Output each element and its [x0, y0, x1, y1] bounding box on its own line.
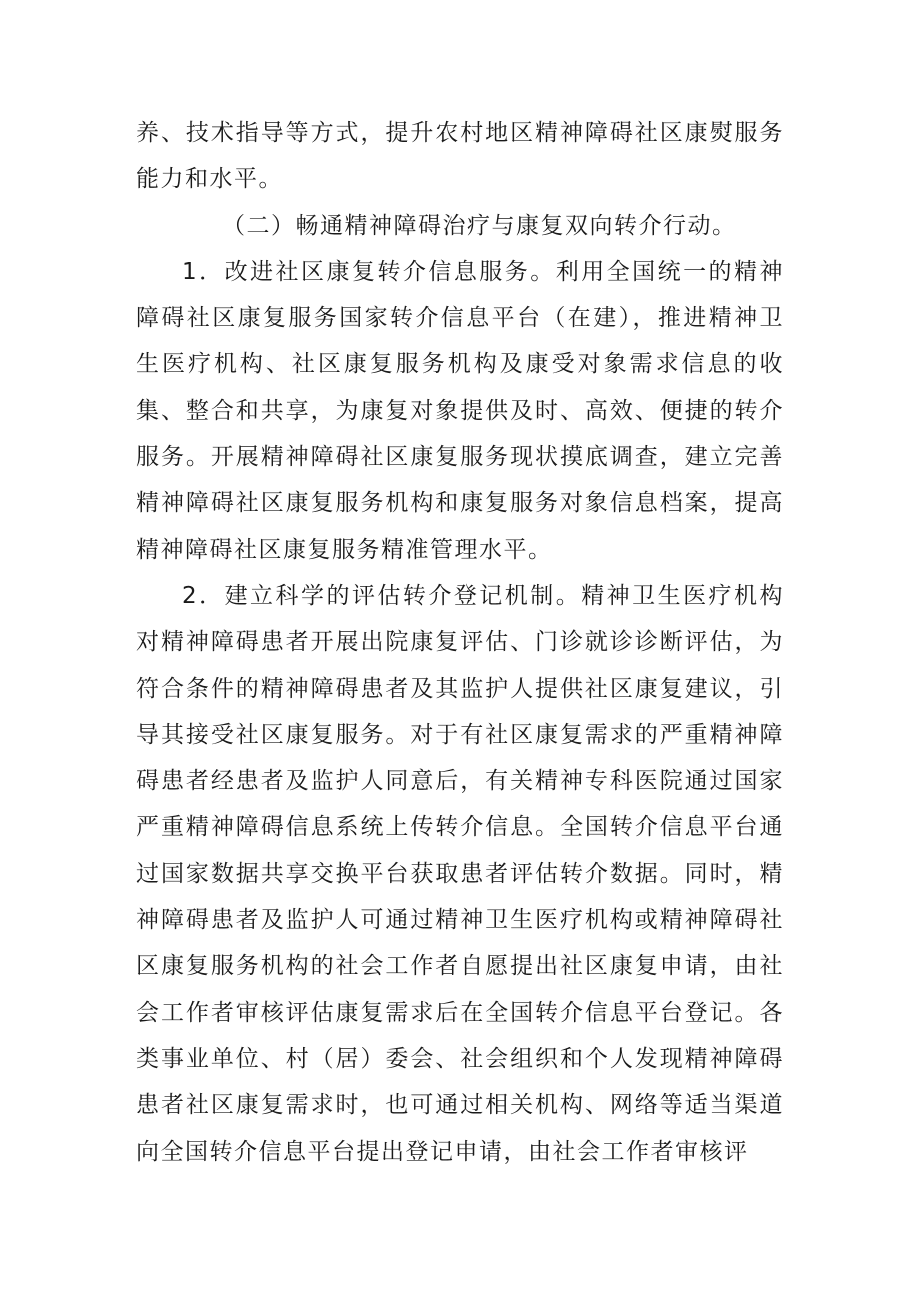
paragraph-continuation: 养、技术指导等方式，提升农村地区精神障碍社区康熨服务能力和水平。: [136, 120, 784, 193]
section-heading: （二）畅通精神障碍治疗与康复双向转介行动。: [222, 212, 737, 239]
paragraph-item-2: 2．建立科学的评估转介登记机制。精神卫生医疗机构对精神障碍患者开展出院康复评估、门诊就诊诊断评估，为符合条件的精神障碍患者及其监护人提供社区康复建议，引导其接受社区康复服务。对于有社区康复需求的严重精神障碍患者经患者及监护人同意后，有关精神专科医院通过国家严重精神障碍信息系统上传转介信息。全国转介信息平台通过国家数据共享交换平台获取患者评估转介数据。同时，精神障碍患者及监护人可通过精神卫生医疗机构或精神障碍社区康复服务机构的社会工作者自愿提出社区康复申请，由社会工作者审核评估康复需求后在全国转介信息平台登记。各类事业单位、村（居）委会、社会组织和个人发现精神障碍患者社区康复需求时，也可通过相关机构、网络等适当渠道向全国转介信息平台提出登记申请，由社会工作者审核评: [136, 582, 784, 1165]
paragraph-item-1: 1．改进社区康复转介信息服务。利用全国统一的精神障碍社区康复服务国家转介信息平台（在建），推进精神卫生医疗机构、社区康复服务机构及康受对象需求信息的收集、整合和共享，为康复对象提供及时、高效、便捷的转介服务。开展精神障碍社区康复服务现状摸底调查，建立完善精神障碍社区康复服务机构和康复服务对象信息档案，提高精神障碍社区康复服务精准管理水平。: [136, 258, 784, 563]
document-body: [136, 110, 784, 1175]
